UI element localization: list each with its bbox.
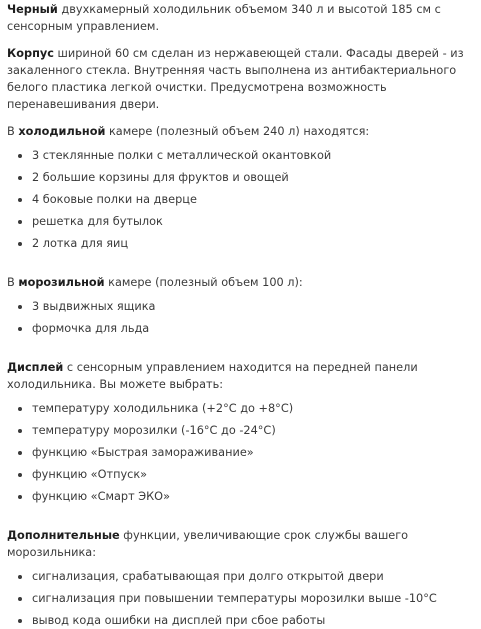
freezer-prefix: В <box>7 276 19 289</box>
list-item: сигнализация, срабатывающая при долго открытой двери <box>7 568 475 585</box>
list-item: 4 боковые полки на дверце <box>7 191 475 208</box>
list-item: 3 выдвижных ящика <box>7 298 475 315</box>
list-item: функцию «Быстрая замораживание» <box>7 444 475 461</box>
intro-paragraph <box>7 1 475 35</box>
display-text: с сенсорным управлением находится на передней панели холодильника. Вы можете выбрать: <box>7 361 418 391</box>
extra-bold: Дополнительные <box>7 529 120 542</box>
fridge-heading <box>7 123 475 140</box>
list-item: температуру холодильника (+2°С до +8°С) <box>7 400 475 417</box>
display-paragraph <box>7 359 475 393</box>
list-item: сигнализация при повышении температуры морозилки выше -10°С <box>7 590 475 607</box>
extra-paragraph <box>7 527 475 561</box>
list-item: решетка для бутылок <box>7 213 475 230</box>
list-item: функцию «Смарт ЭКО» <box>7 488 475 505</box>
extra-list <box>7 568 475 629</box>
fridge-suffix: камере (полезный объем 240 л) находятся: <box>105 125 370 138</box>
freezer-bold: морозильной <box>18 276 105 289</box>
list-item: 2 большие корзины для фруктов и овощей <box>7 169 475 186</box>
list-item: формочка для льда <box>7 320 475 337</box>
list-item: температуру морозилки (-16°С до -24°С) <box>7 422 475 439</box>
extra-text: функции, увеличивающие срок службы вашего морозильника: <box>7 529 409 559</box>
freezer-suffix: камере (полезный объем 100 л): <box>104 276 303 289</box>
body-text: шириной 60 см сделан из нержавеющей стали. Фасады дверей - из закаленного стекла. Внутренняя часть выполнена из антибактериального белого пластика легкой очистки. Предусмотрена возможность перенавешивания двери. <box>7 47 464 111</box>
freezer-heading <box>7 274 475 291</box>
fridge-bold: холодильной <box>18 125 106 138</box>
display-bold: Дисплей <box>7 361 64 374</box>
intro-bold: Черный <box>7 3 58 16</box>
intro-text: двухкамерный холодильник объемом 340 л и высотой 185 см с сенсорным управлением. <box>7 3 441 33</box>
body-bold: Корпус <box>7 47 54 60</box>
fridge-prefix: В <box>7 125 19 138</box>
list-item: функцию «Отпуск» <box>7 466 475 483</box>
display-list <box>7 400 475 505</box>
fridge-list <box>7 147 475 252</box>
list-item: вывод кода ошибки на дисплей при сбое работы <box>7 612 475 629</box>
freezer-list <box>7 298 475 337</box>
list-item: 3 стеклянные полки с металлической окантовкой <box>7 147 475 164</box>
list-item: 2 лотка для яиц <box>7 235 475 252</box>
body-paragraph <box>7 45 475 113</box>
